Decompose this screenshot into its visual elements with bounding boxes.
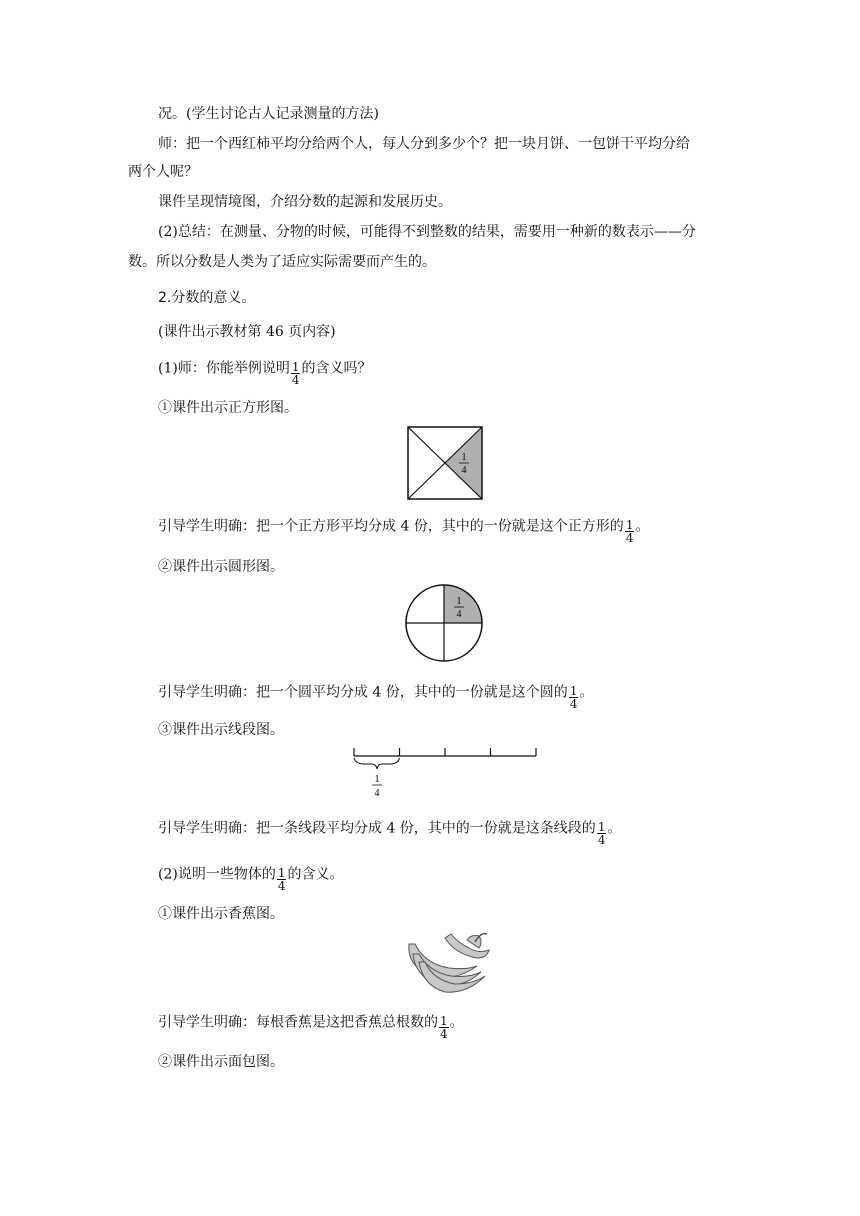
circle-label-num: 1 bbox=[456, 596, 462, 607]
segment-label-num: 1 bbox=[374, 774, 380, 785]
square-label-den: 4 bbox=[461, 465, 467, 476]
segment-label-den: 4 bbox=[374, 788, 380, 799]
fraction-one-quarter: $\frac{1}{4}$ bbox=[597, 820, 606, 847]
fraction-one-quarter: $\frac{1}{4}$ bbox=[625, 518, 634, 545]
fraction-one-quarter: $\frac{1}{4}$ bbox=[569, 684, 578, 711]
square-diagram bbox=[406, 425, 484, 501]
section-heading: 2.分数的意义。 bbox=[158, 290, 256, 306]
fraction-one-quarter: $\frac{1}{4}$ bbox=[440, 1014, 448, 1041]
fraction-one-quarter: $\frac{1}{4}$ bbox=[291, 360, 300, 387]
step-square: ①课件出示正方形图。 bbox=[158, 400, 298, 416]
question-2: (2)说明一些物体的 $\frac{1}{4}$ 的含义。 bbox=[158, 866, 344, 893]
square-label-num: 1 bbox=[461, 452, 467, 463]
fraction-one-quarter: $\frac{1}{4}$ bbox=[277, 866, 286, 893]
conclusion-segment: 引导学生明确：把一条线段平均分成 4 份，其中的一份就是这条线段的 $\frac{1}{4}$ 。 bbox=[158, 820, 622, 847]
para-courseware: (课件出示教材第 46 页内容) bbox=[158, 324, 336, 340]
circle-diagram bbox=[403, 582, 485, 664]
banana-bunch-image bbox=[405, 930, 491, 994]
conclusion-square: 引导学生明确：把一个正方形平均分成 4 份，其中的一份就是这个正方形的 $\frac{1}{4}$ 。 bbox=[158, 518, 650, 545]
conclusion-circle: 引导学生明确：把一个圆平均分成 4 份，其中的一份就是这个圆的 $\frac{1}{4}$ 。 bbox=[158, 684, 594, 711]
step-circle: ②课件出示圆形图。 bbox=[158, 559, 284, 575]
segment-brace bbox=[354, 758, 400, 769]
para-teacher-question-line1: 师：把一个西红柿平均分给两个人，每人分到多少个？把一块月饼、一包饼干平均分给 bbox=[158, 136, 690, 152]
para-summary-line2: 数。所以分数是人类为了适应实际需要而产生的。 bbox=[128, 254, 436, 270]
conclusion-banana: 引导学生明确：每根香蕉是这把香蕉总根数的 $\frac{1}{4}$ 。 bbox=[158, 1014, 464, 1041]
para-summary-line1: (2)总结：在测量、分物的时候，可能得不到整数的结果，需要用一种新的数表示——分 bbox=[158, 224, 696, 240]
step-banana: ①课件出示香蕉图。 bbox=[158, 906, 284, 922]
step-bread: ②课件出示面包图。 bbox=[158, 1054, 284, 1070]
circle-label-den: 4 bbox=[456, 609, 462, 620]
para-history: 课件呈现情境图，介绍分数的起源和发展历史。 bbox=[158, 194, 452, 210]
question-1: (1)师：你能举例说明 $\frac{1}{4}$ 的含义吗？ bbox=[158, 360, 372, 387]
segment-diagram bbox=[348, 744, 542, 802]
para-continuation: 况。(学生讨论古人记录测量的方法) bbox=[158, 106, 379, 122]
step-segment: ③课件出示线段图。 bbox=[158, 722, 284, 738]
para-teacher-question-line2: 两个人呢？ bbox=[128, 164, 198, 180]
